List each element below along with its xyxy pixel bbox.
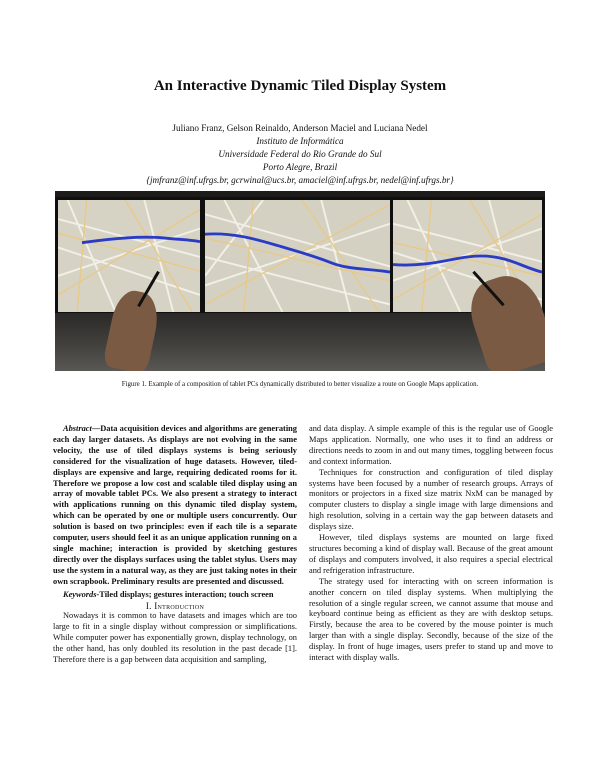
author-emails: {jmfranz@inf.ufrgs.br, gcrwinal@ucs.br, amaciel@inf.ufrgs.br, nedel@inf.ufrgs.br}: [146, 175, 454, 185]
left-column: [53, 424, 297, 666]
paper-title: An Interactive Dynamic Tiled Display System: [153, 78, 447, 94]
affiliation-university: Universidade Federal do Rio Grande do Sul: [218, 149, 382, 159]
figure-photo: [55, 191, 545, 371]
map-center: [205, 200, 390, 312]
keywords-lead: Keywords: [63, 589, 97, 599]
section-heading-introduction: I. Introduction: [145, 600, 205, 611]
keywords: [53, 590, 297, 601]
abstract: [53, 424, 297, 588]
author-names: Juliano Franz, Gelson Reinaldo, Anderson Maciel and Luciana Nedel: [172, 123, 428, 133]
tablet-tile-center: [202, 197, 393, 315]
right-column: [309, 424, 553, 664]
abstract-lead: Abstract: [63, 424, 92, 433]
intro-paragraph-3: However, tiled displays systems are mounted on large fixed structures becoming a kind of display wall. Because of the great amount of displays and computers involved, it also requires a special electrical and refrigeration infrastructure.: [309, 533, 553, 575]
intro-paragraph-2: Techniques for construction and configuration of tiled display systems have been focused by a number of research groups. Arrays of monitors or projectors in a fixed size matrix NxM can be managed by computer clusters to display a single image with large dimensions and high resolution, solving in a certain way the gap between datasets and displays size.: [309, 467, 553, 532]
intro-paragraph-continued: and data display. A simple example of this is the regular use of Google Maps application. Normally, one who uses it to find an address or directions needs to zoom in and out many times, toggling between focus and context information.: [309, 424, 553, 466]
figure-caption: Figure 1. Example of a composition of tablet PCs dynamically distributed to better visualize a route on Google Maps application.: [121, 381, 479, 388]
keywords-text: -Tiled displays; gestures interaction; touch screen: [96, 589, 274, 599]
intro-paragraph-4: The strategy used for interacting with on screen information is another concern on tiled display systems. When multiplying the resolution of a single regular screen, we cannot assume that mouse and keyboard continue being as efficient as they are with desktop setups. Firstly, because the area to be covered by the mouse pointer is much larger than with a single display. Secondly, because of the size of the display. In front of huge images, users prefer to stand up and move to interact with display walls.: [309, 576, 553, 663]
affiliation-location: Porto Alegre, Brazil: [262, 162, 338, 172]
abstract-text: —Data acquisition devices and algorithms are generating each day larger datasets. As displays are not evolving in the same velocity, the use of tiled displays systems is being seriously considered for the visualization of huge datasets. However, tiled-displays are expensive and large, requiring dedicated rooms for it. Therefore we propose a low cost and scalable tiled display using an array of movable tablet PCs. We also present a strategy to interact with applications running on this dynamic tiled display system, which can be operated by one or multiple users concurrently. Our solution is based on two principles: even if each tile is a separate computer, users should feel it as an unique application running on a single machine; interaction is provided by sketching gestures directly over the displays surfaces using the tablet stylus. Users may use the system in a natural way, as they are just taking notes in their own scrapbook. Preliminary results are presented and discussed.: [53, 424, 297, 586]
intro-paragraph-1: Nowadays it is common to have datasets and images which are too large to fit in a single display without compression or simplifications. While computer power has exponentially grown, display technology, on the other hand, has only doubled its resolution in the past decade [1]. Therefore there is a gap between data acquisition and sampling,: [53, 611, 297, 665]
affiliation-institute: Instituto de Informática: [256, 136, 344, 146]
author-block: [0, 122, 600, 187]
